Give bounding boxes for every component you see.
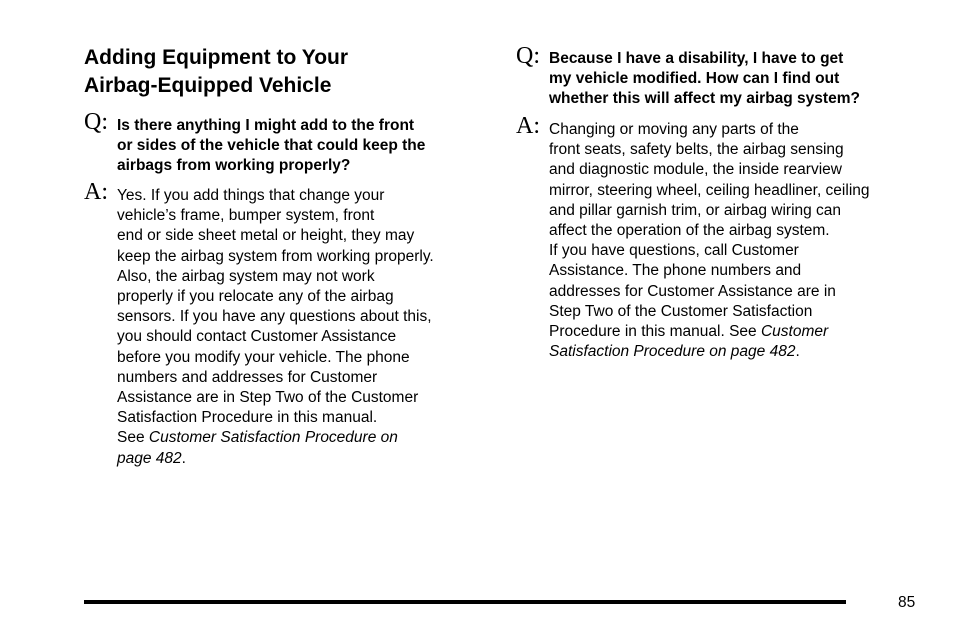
question-line: airbags from working properly? bbox=[117, 157, 351, 174]
question-block-2 bbox=[516, 43, 926, 109]
answer-line: end or side sheet metal or height, they may bbox=[117, 227, 415, 245]
answer-line: If you have questions, call Customer bbox=[549, 242, 799, 260]
answer-line: vehicle’s frame, bumper system, front bbox=[117, 207, 375, 225]
cross-reference: Customer Satisfaction Procedure on bbox=[148, 429, 398, 447]
a-marker: A: bbox=[84, 179, 108, 205]
question-block-1 bbox=[84, 109, 494, 176]
page-number: 85 bbox=[898, 594, 916, 611]
answer-block-1 bbox=[84, 179, 494, 469]
heading-line-1: Adding Equipment to Your bbox=[84, 46, 349, 69]
footer-rule bbox=[84, 600, 846, 604]
ref-suffix: . bbox=[181, 449, 186, 467]
ref-suffix: . bbox=[795, 343, 800, 361]
answer-line: and diagnostic module, the inside rearview bbox=[549, 161, 842, 179]
answer-reference-line bbox=[117, 428, 494, 448]
question-text bbox=[549, 49, 926, 109]
answer-reference-line bbox=[549, 342, 926, 362]
see-prefix: See bbox=[117, 429, 149, 447]
question-line: my vehicle modified. How can I find out bbox=[549, 70, 840, 87]
answer-line: Also, the airbag system may not work bbox=[117, 267, 375, 285]
answer-line: Assistance. The phone numbers and bbox=[549, 262, 802, 280]
answer-line: Step Two of the Customer Satisfaction bbox=[549, 302, 813, 320]
answer-line: Assistance are in Step Two of the Customer bbox=[117, 389, 419, 407]
answer-line: sensors. If you have any questions about this, bbox=[117, 308, 432, 326]
answer-text bbox=[549, 120, 926, 362]
answer-text bbox=[117, 186, 494, 469]
answer-reference-line bbox=[549, 322, 926, 342]
cross-reference-page: Satisfaction Procedure on page 482 bbox=[549, 343, 796, 361]
question-line: Is there anything I might add to the front bbox=[117, 117, 415, 134]
section-heading bbox=[84, 44, 494, 100]
answer-reference-line bbox=[117, 449, 494, 469]
answer-line: before you modify your vehicle. The phone bbox=[117, 348, 410, 366]
answer-line: keep the airbag system from working properly. bbox=[117, 247, 434, 265]
answer-line: Changing or moving any parts of the bbox=[549, 121, 799, 138]
answer-line: Yes. If you add things that change your bbox=[117, 187, 385, 204]
answer-line: you should contact Customer Assistance bbox=[117, 328, 397, 346]
question-text bbox=[117, 116, 494, 176]
answer-line: and pillar garnish trim, or airbag wiring can bbox=[549, 201, 842, 219]
answer-line: Satisfaction Procedure in this manual. bbox=[117, 409, 378, 427]
question-line: or sides of the vehicle that could keep the bbox=[117, 137, 426, 154]
left-column bbox=[84, 44, 494, 469]
question-line: Because I have a disability, I have to get bbox=[549, 50, 844, 67]
q-marker: Q: bbox=[84, 109, 108, 135]
answer-line: addresses for Customer Assistance are in bbox=[549, 282, 836, 300]
answer-line: affect the operation of the airbag system. bbox=[549, 222, 830, 240]
cross-reference: Customer bbox=[760, 323, 829, 341]
answer-line: properly if you relocate any of the airbag bbox=[117, 288, 394, 306]
question-line: whether this will affect my airbag system? bbox=[549, 90, 860, 107]
right-column bbox=[516, 43, 926, 362]
answer-line: mirror, steering wheel, ceiling headliner, ceiling bbox=[549, 181, 870, 199]
answer-line: front seats, safety belts, the airbag sensing bbox=[549, 141, 844, 159]
q-marker: Q: bbox=[516, 43, 540, 69]
answer-block-2 bbox=[516, 113, 926, 362]
see-prefix: Procedure in this manual. See bbox=[549, 323, 761, 341]
answer-line: numbers and addresses for Customer bbox=[117, 368, 378, 386]
cross-reference-page: page 482 bbox=[117, 449, 182, 467]
a-marker: A: bbox=[516, 113, 540, 139]
heading-line-2: Airbag-Equipped Vehicle bbox=[84, 74, 332, 97]
